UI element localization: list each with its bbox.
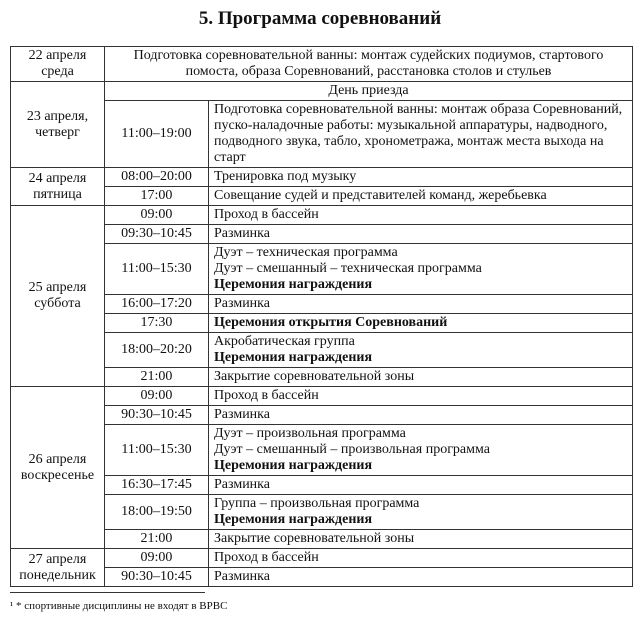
event-line: Тренировка под музыку [214, 169, 357, 184]
schedule-row [11, 206, 633, 225]
schedule-table [10, 46, 633, 587]
day-cell [11, 387, 105, 549]
day-date: 27 апреля [28, 551, 87, 567]
day-weekday: среда [41, 64, 74, 79]
event-cell [209, 425, 633, 476]
schedule-row [11, 295, 633, 314]
day-weekday: воскресенье [20, 467, 95, 483]
event-cell [209, 333, 633, 368]
event-cell [209, 187, 633, 206]
event-cell [209, 314, 633, 333]
footnote-divider [10, 592, 205, 593]
schedule-row [11, 406, 633, 425]
event-line: Закрытие соревновательной зоны [214, 369, 415, 384]
time-cell: 17:00 [105, 187, 209, 206]
event-line: Разминка [214, 407, 270, 422]
event-line: Группа – произвольная программа [214, 496, 420, 511]
day-weekday: четверг [35, 124, 80, 140]
day-cell [11, 549, 105, 587]
event-cell [209, 476, 633, 495]
schedule-row [11, 476, 633, 495]
event-line: Проход в бассейн [214, 388, 319, 403]
event-cell [209, 244, 633, 295]
event-cell-wide [105, 47, 633, 82]
time-cell: 16:30–17:45 [105, 476, 209, 495]
time-cell: 11:00–19:00 [105, 101, 209, 168]
time-cell: 90:30–10:45 [105, 568, 209, 587]
day-weekday: понедельник [19, 567, 96, 583]
event-cell [209, 295, 633, 314]
event-line: Подготовка соревновательной ванны: монтаж образа Соревнований, пуско-наладочные работы: музыкальной аппаратуры, надводного, подводного звука, табло, хронометража, монтаж места выхода на старт [214, 102, 623, 165]
event-cell [209, 530, 633, 549]
time-cell: 08:00–20:00 [105, 168, 209, 187]
event-line: Акробатическая группа [214, 334, 355, 349]
day-weekday: суббота [34, 296, 81, 311]
event-cell [209, 406, 633, 425]
event-cell [209, 368, 633, 387]
event-cell-wide [105, 82, 633, 101]
time-cell: 09:30–10:45 [105, 225, 209, 244]
schedule-row [11, 425, 633, 476]
event-line: Проход в бассейн [214, 207, 319, 222]
event-cell [209, 387, 633, 406]
schedule-row [11, 495, 633, 530]
event-line: Дуэт – произвольная программа [214, 426, 406, 441]
event-line: Разминка [214, 569, 270, 584]
event-cell [209, 495, 633, 530]
footnote: ¹ * спортивные дисциплины не входят в ВРВС [10, 600, 228, 612]
event-line: Церемония открытия Соревнований [214, 315, 448, 330]
day-date: 22 апреля [28, 48, 87, 63]
day-weekday: пятница [33, 186, 82, 202]
event-line: Церемония награждения [214, 350, 373, 365]
page-title: 5. Программа соревнований [198, 8, 442, 29]
event-cell [209, 225, 633, 244]
time-cell: 11:00–15:30 [105, 425, 209, 476]
event-line: Совещание судей и представителей команд, жеребьевка [214, 188, 547, 203]
event-line: Церемония награждения [214, 277, 373, 292]
event-line: Дуэт – техническая программа [214, 245, 398, 260]
day-cell [11, 82, 105, 168]
event-line: Проход в бассейн [214, 550, 319, 565]
event-line: Разминка [214, 226, 270, 241]
day-date: 23 апреля, [26, 108, 89, 124]
schedule-row [11, 225, 633, 244]
schedule-row [11, 101, 633, 168]
day-cell [11, 47, 105, 82]
event-line: Закрытие соревновательной зоны [214, 531, 415, 546]
day-date: 25 апреля [28, 280, 87, 295]
day-cell [11, 168, 105, 206]
event-line: Разминка [214, 296, 270, 311]
event-line: Церемония награждения [214, 512, 373, 527]
event-line: Дуэт – смешанный – произвольная программа [214, 442, 490, 457]
schedule-row [11, 82, 633, 101]
event-line: День приезда [328, 83, 409, 98]
schedule-row [11, 187, 633, 206]
time-cell: 11:00–15:30 [105, 244, 209, 295]
schedule-row [11, 47, 633, 82]
time-cell: 18:00–20:20 [105, 333, 209, 368]
schedule-row [11, 333, 633, 368]
day-date: 26 апреля [28, 451, 87, 467]
schedule-row [11, 568, 633, 587]
schedule-row [11, 368, 633, 387]
event-line: Подготовка соревновательной ванны: монтаж судейских подиумов, стартового помоста, образа Соревнований, расстановка столов и стульев [133, 48, 604, 79]
event-cell [209, 206, 633, 225]
schedule-row [11, 530, 633, 549]
time-cell: 16:00–17:20 [105, 295, 209, 314]
event-cell [209, 101, 633, 168]
time-cell: 09:00 [105, 206, 209, 225]
day-date: 24 апреля [28, 170, 87, 186]
schedule-row [11, 244, 633, 295]
time-cell: 18:00–19:50 [105, 495, 209, 530]
time-cell: 09:00 [105, 387, 209, 406]
event-line: Церемония награждения [214, 458, 373, 473]
time-cell: 21:00 [105, 530, 209, 549]
schedule-row [11, 387, 633, 406]
time-cell: 21:00 [105, 368, 209, 387]
schedule-row [11, 549, 633, 568]
time-cell: 90:30–10:45 [105, 406, 209, 425]
event-line: Дуэт – смешанный – техническая программа [214, 261, 482, 276]
time-cell: 17:30 [105, 314, 209, 333]
schedule-row [11, 314, 633, 333]
day-cell [11, 206, 105, 387]
event-cell [209, 549, 633, 568]
schedule-row [11, 168, 633, 187]
event-cell [209, 168, 633, 187]
time-cell: 09:00 [105, 549, 209, 568]
event-cell [209, 568, 633, 587]
event-line: Разминка [214, 477, 270, 492]
